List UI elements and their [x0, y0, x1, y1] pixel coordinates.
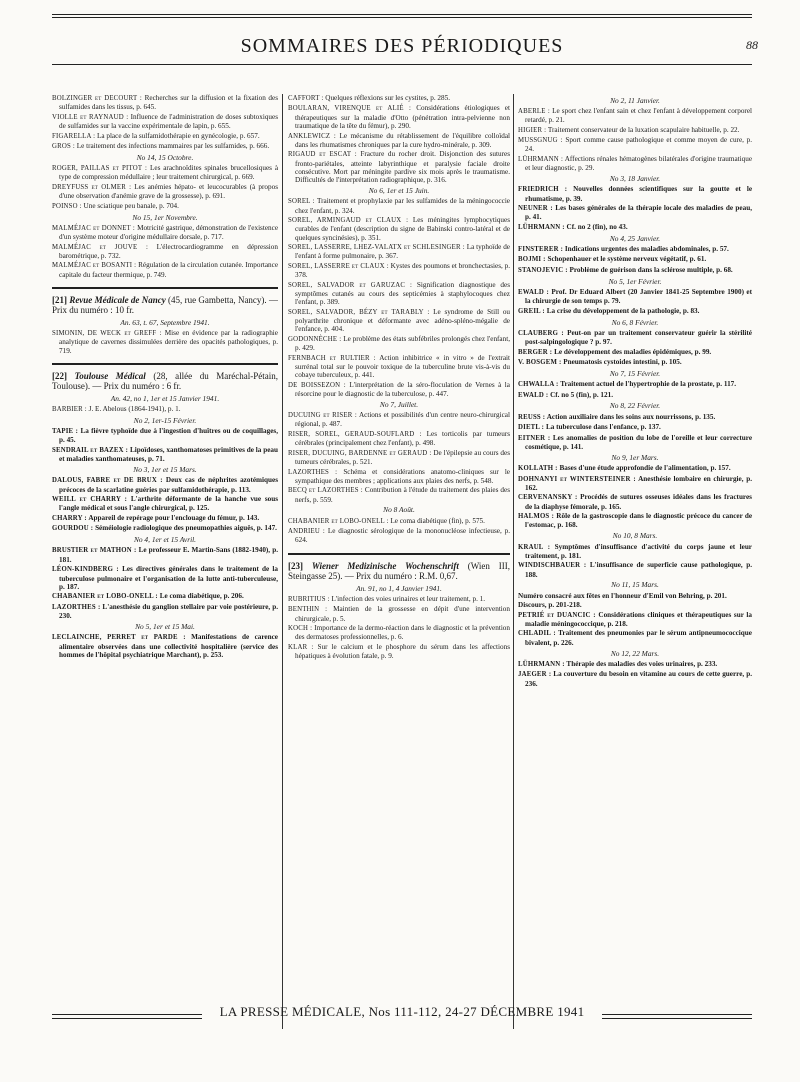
article-entry — [52, 546, 278, 564]
article-authors: CLAUBERG : — [518, 329, 564, 337]
article-entry — [52, 524, 278, 533]
article-title: Traitement des pneumonies par le sérum antipneumococcique bivalent, p. 226. — [525, 629, 752, 647]
article-title: Sport comme cause pathologique et comme moyen de cure, p. 24. — [525, 136, 752, 154]
article-title: Numéro consacré aux fêtes en l'honneur d'Emil von Behring, p. 201. — [518, 591, 727, 600]
article-authors: LÜHRMANN : — [518, 660, 565, 668]
article-entry — [518, 629, 752, 647]
column-divider — [282, 94, 283, 1029]
article-title: La couverture du besoin en vitamine au cours de cette guerre, p. 236. — [525, 670, 752, 688]
article-authors: POINSO : — [52, 202, 82, 210]
article-entry — [518, 185, 752, 203]
article-authors: STANOJEVIC : — [518, 266, 568, 274]
article-authors: LAZORTHES : — [52, 603, 101, 611]
article-entry — [518, 493, 752, 511]
article-authors: TAPIE : — [52, 428, 79, 436]
article-title: Lipoïdoses, xanthomatoses primitives de la peau et maladies xanthomateuses, p. 71. — [59, 445, 278, 464]
article-authors: RISER, DUCUING, BARDENNE et GERAUD : — [288, 449, 432, 457]
article-title: Le diagnostic sérologique de la mononucléose infectieuse, p. 624. — [295, 527, 510, 545]
article-entry — [518, 464, 752, 473]
journal-section — [288, 553, 510, 582]
article-authors: NEUNER : — [518, 205, 553, 213]
article-title: Action inhibitrice « in vitro » de l'extrait surrénal total sur le pouvoir toxique de la tuberculine brute vis-à-vis du cobaye tuberculeux, p. 441. — [295, 353, 510, 380]
article-authors: SOREL, LASSERRE et CLAUX : — [288, 262, 389, 270]
article-authors: KRAUL : — [518, 543, 551, 551]
article-title: Symptômes d'insuffisance d'activité du corps jaune et leur traitement, p. 181. — [525, 542, 752, 560]
article-authors: DALOUS, FABRE et DE BRUX : — [52, 477, 163, 485]
article-title: Actions et possibilités d'un centre neuro-chirurgical régional, p. 487. — [295, 411, 510, 429]
article-entry — [52, 94, 278, 112]
article-entry — [518, 391, 752, 400]
article-entry — [518, 561, 752, 579]
article-authors: GREIL : — [518, 307, 545, 315]
article-entry — [52, 476, 278, 494]
article-entry — [52, 565, 278, 591]
article-title: Importance de la dermo-réaction dans le diagnostic et la prévention des dermatoses professionnelles, p. 6. — [295, 624, 510, 642]
article-authors: BARBIER : — [52, 406, 87, 414]
article-authors: KOLLATH : — [518, 465, 558, 473]
article-authors: BOULARAN, VIRENQUE et ALIÉ : — [288, 105, 412, 113]
article-title: Le professeur E. Martin-Sans (1882-1940), p. 181. — [59, 546, 278, 564]
article-entry — [52, 113, 278, 131]
article-title: La fièvre typhoïde due à l'ingestion d'huîtres ou de coquillages, p. 45. — [59, 427, 278, 445]
article-title: Motricité gastrique, démonstration de l'existence d'un système moteur d'origine médullaire dorsale, p. 717. — [59, 223, 278, 242]
article-title: La typhoïde de l'enfant à forme pulmonaire, p. 367. — [295, 243, 510, 261]
article-entry — [288, 624, 510, 642]
article-entry — [288, 643, 510, 661]
journal-address: (Wien III, Steingasse 25). — Prix du numéro : R.M. 0,67. — [288, 560, 510, 582]
issue-heading: No 2, 11 Janvier. — [610, 95, 660, 105]
article-entry — [518, 126, 752, 135]
article-authors: FIGARELLA : — [52, 132, 96, 140]
article-title: Bases d'une étude approfondie de l'alimentation, p. 157. — [559, 464, 731, 473]
article-authors: BERGER : — [518, 348, 553, 356]
article-authors: HALMOS : — [518, 513, 555, 521]
article-title: Influence de l'administration de doses subtoxiques de sulfamides sur la vaccine expérimentale de lapin, p. 655. — [59, 112, 278, 131]
footer-rule-left — [52, 1014, 202, 1015]
article-entry — [288, 335, 510, 353]
issue-heading: No 3, 1er et 15 Mars. — [133, 465, 197, 475]
article-entry — [518, 307, 752, 316]
article-title: Cf. no 5 (fin), p. 121. — [550, 390, 613, 399]
article-title: Signification diagnostique des symptômes cutanés au cours des septicémies à staphylocoques chez l'enfant, p. 389. — [295, 280, 510, 307]
article-title: Anesthésie lombaire en chirurgie, p. 162. — [525, 474, 752, 492]
article-title: L'interprétation de la séro-floculation de Vernes à la résorcine pour le diagnostic de la tuberculose, p. 447. — [295, 380, 510, 399]
article-entry — [52, 202, 278, 211]
article-entry — [518, 611, 752, 629]
article-authors: DIETL : — [518, 424, 545, 432]
journal-section — [52, 287, 278, 316]
article-entry — [288, 243, 510, 261]
article-title: Les directives générales dans le traitement de la tuberculose pulmonaire et l'organisation de la lutte anti-tuberculeuse, p. 187. — [59, 565, 278, 591]
article-entry — [518, 155, 752, 173]
article-authors: KLAR : — [288, 643, 314, 651]
issue-heading: An. 42, no 1, 1er et 15 Janvier 1941. — [110, 393, 220, 403]
article-entry — [518, 660, 752, 669]
article-title: Les arachnoïdites spinales brucellosiques à type de compression médullaire ; leur traitement chirurgical, p. 669. — [59, 164, 278, 182]
article-entry — [288, 605, 510, 623]
article-authors: LÜHRMANN : — [518, 155, 564, 163]
article-entry — [288, 308, 510, 334]
issue-heading: No 6, 8 Février. — [611, 317, 659, 327]
article-title: La crise du développement de la pathologie, p. 83. — [546, 306, 700, 315]
issue-heading: No 2, 1er-15 Février. — [133, 415, 197, 425]
article-title: Une sciatique peu banale, p. 704. — [83, 201, 179, 210]
article-authors: CERVENANSKY : — [518, 494, 578, 502]
article-entry — [52, 183, 278, 201]
article-entry — [288, 197, 510, 215]
article-entry — [52, 495, 278, 513]
article-entry — [288, 94, 510, 103]
article-authors: FRIEDRICH : — [518, 186, 568, 194]
article-authors: RISER, SOREL, GERAUD-SOUFLARD : — [288, 430, 422, 438]
issue-heading: No 4, 1er et 15 Avril. — [133, 535, 197, 545]
article-entry — [52, 405, 278, 414]
article-entry — [518, 670, 752, 688]
article-authors: FERNBACH et RULTIER : — [288, 354, 376, 362]
article-title: Régulation de la circulation cutanée. Importance capitale du facteur thermique, p. 749. — [59, 261, 278, 279]
issue-heading: No 7, Juillet. — [379, 399, 419, 409]
article-authors: WEILL et CHARRY : — [52, 496, 128, 504]
footer-rule-left-2 — [52, 1018, 202, 1019]
article-entry — [518, 288, 752, 306]
column-middle — [288, 94, 510, 1024]
journal-title: Toulouse Médical — [74, 370, 146, 381]
article-authors: REUSS : — [518, 413, 546, 421]
article-entry — [52, 446, 278, 464]
article-authors: KOCH : — [288, 625, 313, 633]
article-authors: WINDISCHBAUER : — [518, 562, 587, 570]
article-title: Peut-on par un traitement conservateur guérir la stérilité post-salpingologique ? p. 97. — [525, 328, 752, 347]
article-title: Le coma diabétique, p. 206. — [159, 592, 244, 601]
article-entry — [518, 543, 752, 561]
article-entry — [518, 592, 752, 600]
article-entry — [288, 468, 510, 486]
article-title: Action auxiliaire dans les soins aux nourrissons, p. 135. — [546, 412, 716, 421]
article-authors: BOLZINGER et DECOURT : — [52, 95, 142, 102]
issue-heading: No 12, 22 Mars. — [610, 648, 660, 658]
article-authors: HIGIER : — [518, 126, 547, 134]
page — [52, 14, 758, 1074]
article-entry — [52, 592, 278, 601]
article-entry — [518, 512, 752, 530]
article-title: L'anesthésie du ganglion stellaire par voie postérieure, p. 230. — [59, 602, 278, 621]
article-title: Schopenhauer et le système nerveux végétatif, p. 61. — [547, 255, 707, 264]
article-title: Nouvelles données scientifiques sur la goutte et le rhumatisme, p. 39. — [525, 185, 752, 203]
article-entry — [52, 224, 278, 242]
article-authors: EWALD : — [518, 288, 549, 296]
article-authors: GROS : — [52, 143, 75, 151]
article-authors: EWALD : — [518, 391, 549, 399]
article-entry — [288, 104, 510, 130]
article-authors: BECQ et LAZORTHES : — [288, 487, 363, 495]
article-authors: EITNER : — [518, 434, 551, 442]
article-authors: ROGER, PAILLAS et PITOT : — [52, 165, 148, 173]
article-authors: DREYFUSS et OLMER : — [52, 183, 132, 191]
article-entry — [288, 595, 510, 604]
article-title: Traitement et prophylaxie par les sulfamides de la méningococcie chez l'enfant, p. 324. — [295, 197, 510, 215]
article-title: Les méningites lymphocytiques curables de l'enfant (description du signe de Babinski contro-latéral et de quelques syncinésies), p. 351. — [295, 216, 510, 242]
article-title: Quelques réflexions sur les cystites, p. 285. — [325, 94, 451, 102]
journal-number: [21] — [52, 294, 67, 305]
article-authors: LÜHRMANN : — [518, 223, 565, 231]
issue-heading: No 7, 15 Février. — [609, 368, 661, 378]
article-entry — [288, 381, 510, 399]
issue-heading: No 3, 18 Janvier. — [609, 173, 661, 183]
article-title: Le sport chez l'enfant sain et chez l'enfant à développement corporel retardé, p. 21. — [525, 106, 752, 125]
article-title: Les bases générales de la thérapie locale des maladies de peau, p. 41. — [525, 204, 752, 222]
article-authors: JAEGER : — [518, 671, 552, 679]
article-title: Pneumatosis cystoides intestini, p. 105. — [563, 358, 682, 367]
article-title: Thérapie des maladies des voies urinaires, p. 233. — [566, 659, 718, 668]
article-authors: GOURDOU : — [52, 525, 94, 533]
article-authors: MALMÉJAC et BOSANTI : — [52, 262, 137, 270]
article-authors: ANKLEWICZ : — [288, 132, 336, 140]
journal-title: Revue Médicale de Nancy — [69, 294, 166, 305]
article-authors: CHABANIER et LOBO-ONELL : — [288, 517, 389, 525]
article-title: Procédés de sutures osseuses idéales dans les fractures de la diaphyse fémorale, p. 165. — [525, 493, 752, 511]
footer-running-title: LA PRESSE MÉDICALE, Nos 111-112, 24-27 DÉCEMBRE 1941 — [219, 1004, 585, 1019]
article-entry — [518, 423, 752, 432]
journal-number: [23] — [288, 560, 303, 571]
article-entry — [518, 255, 752, 264]
article-authors: MALMÉJAC et DONNET : — [52, 224, 136, 232]
article-authors: BRUSTIER et MATHON : — [52, 547, 137, 555]
article-title: L'insuffisance de superficie cause pathologique, p. 188. — [525, 561, 752, 579]
journal-address: (28, allée du Maréchal-Pétain, Toulouse). — Prix du numéro : 6 fr. — [52, 370, 278, 392]
article-entry — [518, 136, 752, 154]
article-title: L'électrocardiogramme en dépression barométrique, p. 732. — [59, 242, 278, 260]
article-title: Sur le calcium et le phosphore du sérum dans les affections hépatiques à évolution fatale, p. 9. — [295, 642, 510, 661]
article-authors: LÉON-KINDBERG : — [52, 566, 119, 574]
article-title: Prof. Dr Eduard Albert (20 Janvier 1841-25 Septembre 1900) et la chirurgie de son temps p. 79. — [525, 287, 752, 306]
journal-heading — [52, 371, 278, 392]
article-title: Maintien de la grossesse en dépit d'une intervention chirurgicale, p. 5. — [295, 605, 510, 623]
journal-title: Wiener Medizinische Wochenschrift — [311, 560, 459, 571]
article-entry — [288, 527, 510, 545]
article-authors: BENTHIN : — [288, 606, 328, 614]
article-entry — [288, 430, 510, 448]
article-entry — [518, 348, 752, 357]
page-number: 88 — [746, 38, 758, 52]
article-entry — [288, 517, 510, 526]
issue-heading: No 14, 15 Octobre. — [136, 152, 194, 162]
article-authors: SENDRAIL et BAZEX : — [52, 446, 129, 454]
article-authors: SOREL, LASSERRE, LHEZ-VALATX et SCHLESINGER : — [288, 244, 465, 252]
issue-heading: No 5, 1er et 15 Mai. — [135, 621, 195, 631]
column-divider — [513, 94, 514, 1029]
journal-section — [52, 363, 278, 392]
article-entry — [52, 427, 278, 445]
issue-heading: No 8, 22 Février. — [609, 401, 661, 411]
article-authors: SIMONIN, DE WECK et GREFF : — [52, 330, 162, 338]
article-authors: GODONNÈCHE : — [288, 335, 342, 343]
article-authors: ANDRIEU : — [288, 528, 325, 536]
article-entry — [288, 281, 510, 307]
article-title: Traitement conservateur de la luxation scapulaire habituelle, p. 22. — [547, 125, 740, 134]
article-title: Schéma et considérations anatomo-cliniques sur le sympathique des membres ; applications aux plaies des nerfs, p. 548. — [295, 467, 510, 485]
article-authors: SOREL, ARMINGAUD et CLAUX : — [288, 217, 409, 225]
article-title: Le traitement des infections mammaires par les sulfamides, p. 666. — [76, 142, 270, 151]
article-authors: RIGAUD et ESCAT : — [288, 151, 357, 159]
article-authors: LECLAINCHE, PERRET et PARDE : — [52, 634, 186, 642]
page-title: SOMMAIRES DES PÉRIODIQUES — [240, 35, 564, 57]
article-authors: CHWALLA : — [518, 381, 559, 389]
footer-rule-right-2 — [602, 1018, 752, 1019]
article-title: Le mécanisme du rétablissement de l'équilibre colloïdal dans les rhumatismes chroniques par la cure hydro-minérale, p. 309. — [295, 131, 510, 149]
article-entry — [518, 475, 752, 493]
article-entry — [52, 261, 278, 279]
article-title: Problème de guérison dans la sclérose multiple, p. 68. — [569, 265, 733, 274]
article-entry — [288, 262, 510, 280]
article-authors: CHABANIER et LOBO-ONELL : — [52, 593, 158, 601]
article-entry — [288, 354, 510, 380]
article-title: Contribution à l'étude du traitement des plaies des nerfs, p. 559. — [295, 486, 510, 504]
article-entry — [52, 329, 278, 355]
article-authors: SOREL, SALVADOR et GARUZAC : — [288, 281, 413, 289]
article-entry — [518, 434, 752, 452]
article-entry — [52, 164, 278, 182]
article-entry — [52, 633, 278, 659]
article-title: Affections rénales hématogènes bilatérales d'origine traumatique et leur diagnostic, p. 29. — [525, 154, 752, 173]
article-authors: FINSTERER : — [518, 245, 564, 253]
article-title: Le coma diabétique (fin), p. 575. — [390, 516, 485, 525]
article-title: Mise en évidence par la radiographie analytique de cavernes dissimulées derrière des opacités pathologiques, p. 719. — [59, 329, 278, 355]
article-entry — [52, 603, 278, 621]
article-authors: VIOLLE et RAYNAUD : — [52, 113, 129, 121]
article-title: Recherches sur la diffusion et la fixation des sulfamides dans les tissus, p. 645. — [59, 94, 278, 112]
article-authors: ABERLE : — [518, 107, 550, 115]
article-authors: CAFFORT : — [288, 95, 324, 102]
article-entry — [288, 449, 510, 467]
article-title: Rôle de la gastroscopie dans le diagnostic précoce du cancer de l'estomac, p. 168. — [525, 512, 752, 530]
article-entry — [288, 486, 510, 504]
issue-heading: No 15, 1er Novembre. — [132, 212, 198, 222]
article-title: Le problème des états subfébriles prolongés chez l'enfant, p. 429. — [295, 334, 510, 353]
article-authors: CHARRY : — [52, 514, 87, 522]
article-entry — [52, 243, 278, 261]
article-entry — [288, 216, 510, 242]
article-title: Le syndrome de Still ou polyarthrite chronique et déformante avec adéno-spléno-mégalie de l'enfance, p. 404. — [295, 307, 510, 334]
article-authors: SOREL, SALVADOR, BÉZY et TARABLY : — [288, 308, 430, 316]
article-authors: MUSSGNUG : — [518, 137, 563, 145]
article-entry — [52, 142, 278, 151]
issue-heading: No 4, 25 Janvier. — [609, 233, 661, 243]
article-title: Indications urgentes des maladies abdominales, p. 57. — [564, 244, 729, 253]
article-entry — [518, 358, 752, 367]
issue-heading: No 11, 15 Mars. — [611, 580, 659, 590]
article-authors: LAZORTHES : — [288, 468, 338, 476]
article-entry — [52, 514, 278, 523]
article-authors: V. BOSGEM : — [518, 359, 562, 367]
column-left — [52, 94, 278, 1024]
header-rule-top-2 — [52, 17, 752, 18]
journal-heading — [288, 561, 510, 582]
article-title: J. E. Abelous (1864-1941), p. 1. — [88, 405, 181, 414]
article-title: Cf. no 2 (fin), no 43. — [566, 222, 628, 231]
article-entry — [518, 204, 752, 222]
article-entry — [518, 413, 752, 422]
header-rule-top — [52, 14, 752, 15]
column-right — [518, 94, 752, 1024]
article-title: Les torticolis par tumeurs cérébrales (principalement chez l'enfant), p. 498. — [295, 429, 510, 448]
article-authors: DOHNANYI et WINTERSTEINER : — [518, 475, 636, 483]
article-title: L'infection des voies urinaires et leur traitement, p. 1. — [331, 594, 486, 603]
article-authors: SOREL : — [288, 198, 315, 206]
header-rule-bottom — [52, 64, 752, 65]
journal-heading — [52, 295, 278, 316]
article-title: Discours, p. 201-218. — [518, 601, 582, 610]
issue-heading: No 10, 8 Mars. — [612, 531, 658, 541]
article-entry — [518, 107, 752, 125]
article-entry — [518, 601, 752, 609]
article-title: Séméiologie radiologique des pneumopathies aiguës, p. 147. — [95, 524, 277, 533]
article-entry — [288, 150, 510, 184]
article-authors: DE BOISSEZON : — [288, 381, 346, 389]
article-title: Appareil de repérage pour l'enclouage du fémur, p. 143. — [88, 513, 260, 522]
article-entry — [518, 245, 752, 254]
article-entry — [518, 266, 752, 275]
article-authors: MALMÉJAC et JOUVE : — [52, 243, 149, 251]
article-entry — [288, 132, 510, 150]
article-title: Traitement actuel de l'hypertrophie de la prostate, p. 117. — [560, 380, 737, 389]
issue-heading: No 5, 1er Février. — [608, 276, 662, 286]
article-title: Kystes des poumons et bronchectasies, p. 378. — [295, 261, 510, 280]
journal-number: [22] — [52, 370, 67, 381]
article-authors: PETRIÉ et DUANCIC : — [518, 611, 596, 619]
issue-heading: No 8 Août. — [383, 505, 415, 515]
issue-heading: No 6, 1er et 15 Juin. — [368, 186, 430, 196]
article-title: Fracture du rocher droit. Disjonction des sutures fronto-pariétales, atteinte labyrinthique et paralysie faciale droite consécutive. Mort par méningite pardive six mois après le traumatisme. Difficultés de l'interprétation radiographique, p. 316. — [295, 150, 510, 185]
article-authors: RUBRITIUS : — [288, 595, 330, 603]
article-title: La place de la sulfamidothérapie en gynécologie, p. 657. — [96, 131, 260, 140]
article-authors: DUCUING et RISER : — [288, 412, 357, 420]
article-title: Les anémies hépato- et leucocurables (à propos d'une observation d'anémie grave de la grossesse), p. 691. — [59, 182, 278, 201]
issue-heading: An. 63, t. 67, Septembre 1941. — [120, 317, 210, 327]
article-entry — [288, 411, 510, 429]
article-authors: BOJMI : — [518, 256, 546, 264]
issue-heading: An. 91, no 1, 4 Janvier 1941. — [356, 583, 442, 593]
article-title: Le développement des maladies épidémiques, p. 99. — [554, 347, 712, 356]
journal-address: (45, rue Gambetta, Nancy). — Prix du numéro : 10 fr. — [52, 294, 278, 316]
article-entry — [52, 132, 278, 141]
article-entry — [518, 329, 752, 347]
article-authors: CHLADIL : — [518, 630, 556, 638]
article-title: L'arthrite déformante de la hanche vue sous l'angle médical et sous l'angle chirurgical, p. 125. — [59, 495, 278, 513]
article-entry — [518, 223, 752, 232]
article-title: Deux cas de néphrites azotémiques précoces de la scarlatine guéries par sulfamidothérapie, p. 113. — [59, 476, 278, 494]
article-title: Les anomalies de position du lobe de l'oreille et leur correcture cosmétique, p. 141. — [525, 433, 752, 452]
article-entry — [518, 380, 752, 389]
issue-heading: No 9, 1er Mars. — [611, 452, 659, 462]
article-title: La tuberculose dans l'enfance, p. 137. — [545, 423, 661, 432]
article-title: Considérations étiologiques et thérapeutiques sur la maladie d'Otto (pénétration intra-pelvienne non traumatique de la tête du fémur), p. 290. — [295, 104, 510, 131]
article-title: Manifestations de carence alimentaire observées dans une collectivité hospitalière (service des hommes de l'hôpital psychiatrique Marchant), p. 253. — [59, 633, 278, 659]
footer-rule-right — [602, 1014, 752, 1015]
article-title: Considérations cliniques et thérapeutiques sur la maladie méningococcique, p. 218. — [525, 610, 752, 628]
article-title: De l'épilepsie au cours des tumeurs cérébrales, p. 521. — [295, 448, 510, 467]
